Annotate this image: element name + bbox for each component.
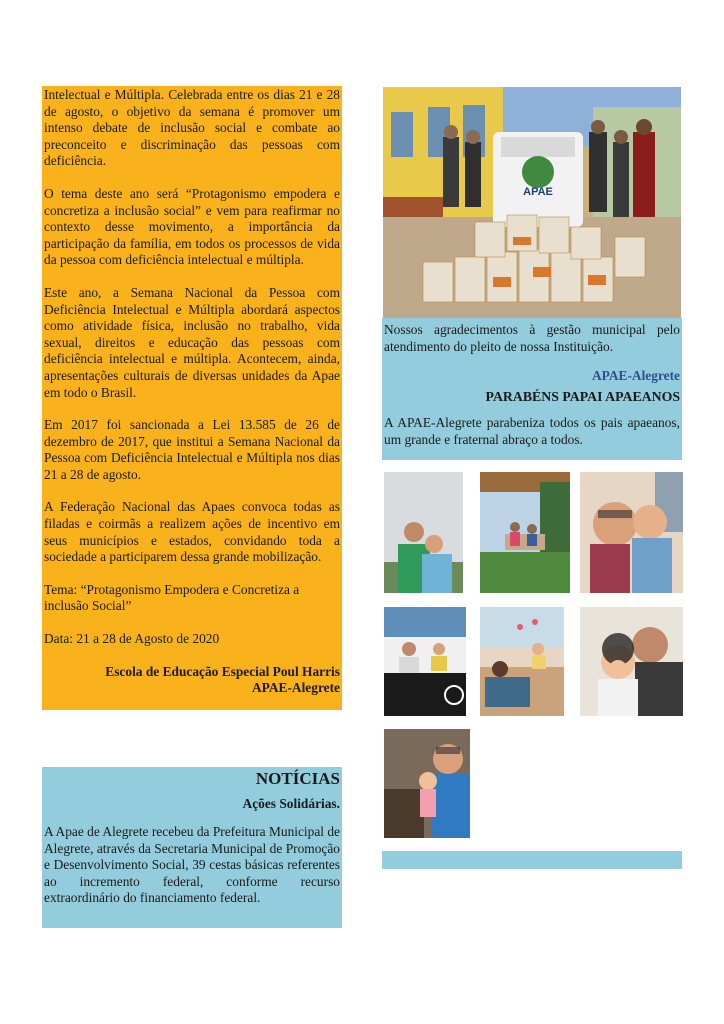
- fathers-day-message: A APAE-Alegrete parabeniza todos os pais apaeanos, um grande e fraternal abraço a todos.: [384, 415, 680, 447]
- signature-apae: APAE-Alegrete: [252, 680, 340, 696]
- family-garden-photo: [480, 472, 570, 593]
- article-paragraph: A Federação Nacional das Apaes convoca todas as filadas e coirmãs a realizem ações de incentivo em seus municípios e estados, convidando toda a sociedade a participarem dessa grande mobilização.: [44, 499, 340, 565]
- father-son-photo-2: [580, 472, 683, 593]
- thanks-and-fathers-day: [382, 318, 682, 460]
- article-paragraph: O tema deste ano será “Protagonismo empodera e concretiza a inclusão social” e vem para reafirmar no contexto desse movimento, a importância da participação da família, em todos os processos de vida da pessoa com deficiência intelectual e múltipla.: [44, 185, 340, 268]
- father-baby-photo: [384, 729, 470, 838]
- donation-photo: [383, 87, 681, 318]
- article-paragraph: Intelectual e Múltipla. Celebrada entre os dias 21 e 28 de agosto, o objetivo da semana é promover um intenso debate de inclusão social e combate ao preconceito e discriminação das pessoas com deficiência.: [44, 87, 340, 169]
- office-desk-photo: [384, 607, 466, 716]
- fathers-day-heading: PARABÉNS PAPAI APAEANOS: [485, 388, 680, 404]
- article-theme: Tema: “Protagonismo Empodera e Concretiza a inclusão Social”: [44, 581, 300, 614]
- signature-school: Escola de Educação Especial Poul Harris: [105, 663, 340, 679]
- article-paragraph: Este ano, a Semana Nacional da Pessoa com Deficiência Intelectual e Múltipla abordará aspectos como atividade física, inclusão no trabalho, vida sexual, direitos e educação das pessoas com deficiência intelectual e múltipla. Acontecem, ainda, apresentações culturais de diversas unidades da Apae em todo o Brasil.: [44, 284, 340, 400]
- article-paragraph: Em 2017 foi sancionada a Lei 13.585 de 26 de dezembro de 2017, que institui a Semana Nacional da Pessoa com Deficiência Intelectual e Múltipla nos dias 21 a 28 de agosto.: [44, 417, 340, 482]
- news-section: [42, 767, 342, 928]
- father-daughter-photo: [580, 607, 683, 716]
- kids-play-photo: [480, 607, 564, 716]
- article-date: Data: 21 a 28 de Agosto de 2020: [44, 631, 220, 647]
- van-apae-text: APAE: [523, 186, 553, 198]
- semana-nacional-article: [42, 86, 342, 710]
- father-son-photo-1: [384, 472, 463, 593]
- news-heading: NOTÍCIAS: [255, 769, 340, 788]
- thanks-caption: Nossos agradecimentos à gestão municipal pelo atendimento do pleito de nossa Instituição.: [384, 322, 680, 354]
- caption-signature: APAE-Alegrete: [592, 368, 680, 384]
- news-body: A Apae de Alegrete recebeu da Prefeitura Municipal de Alegrete, através da Secretaria Municipal de Promoção e Desenvolvimento Social, 39 cestas básicas referentes ao incremento federal, conforme recurso extraordinário do financiamento federal.: [44, 824, 340, 906]
- decorative-strip: [382, 851, 682, 869]
- news-subheading: Ações Solidárias.: [242, 796, 340, 811]
